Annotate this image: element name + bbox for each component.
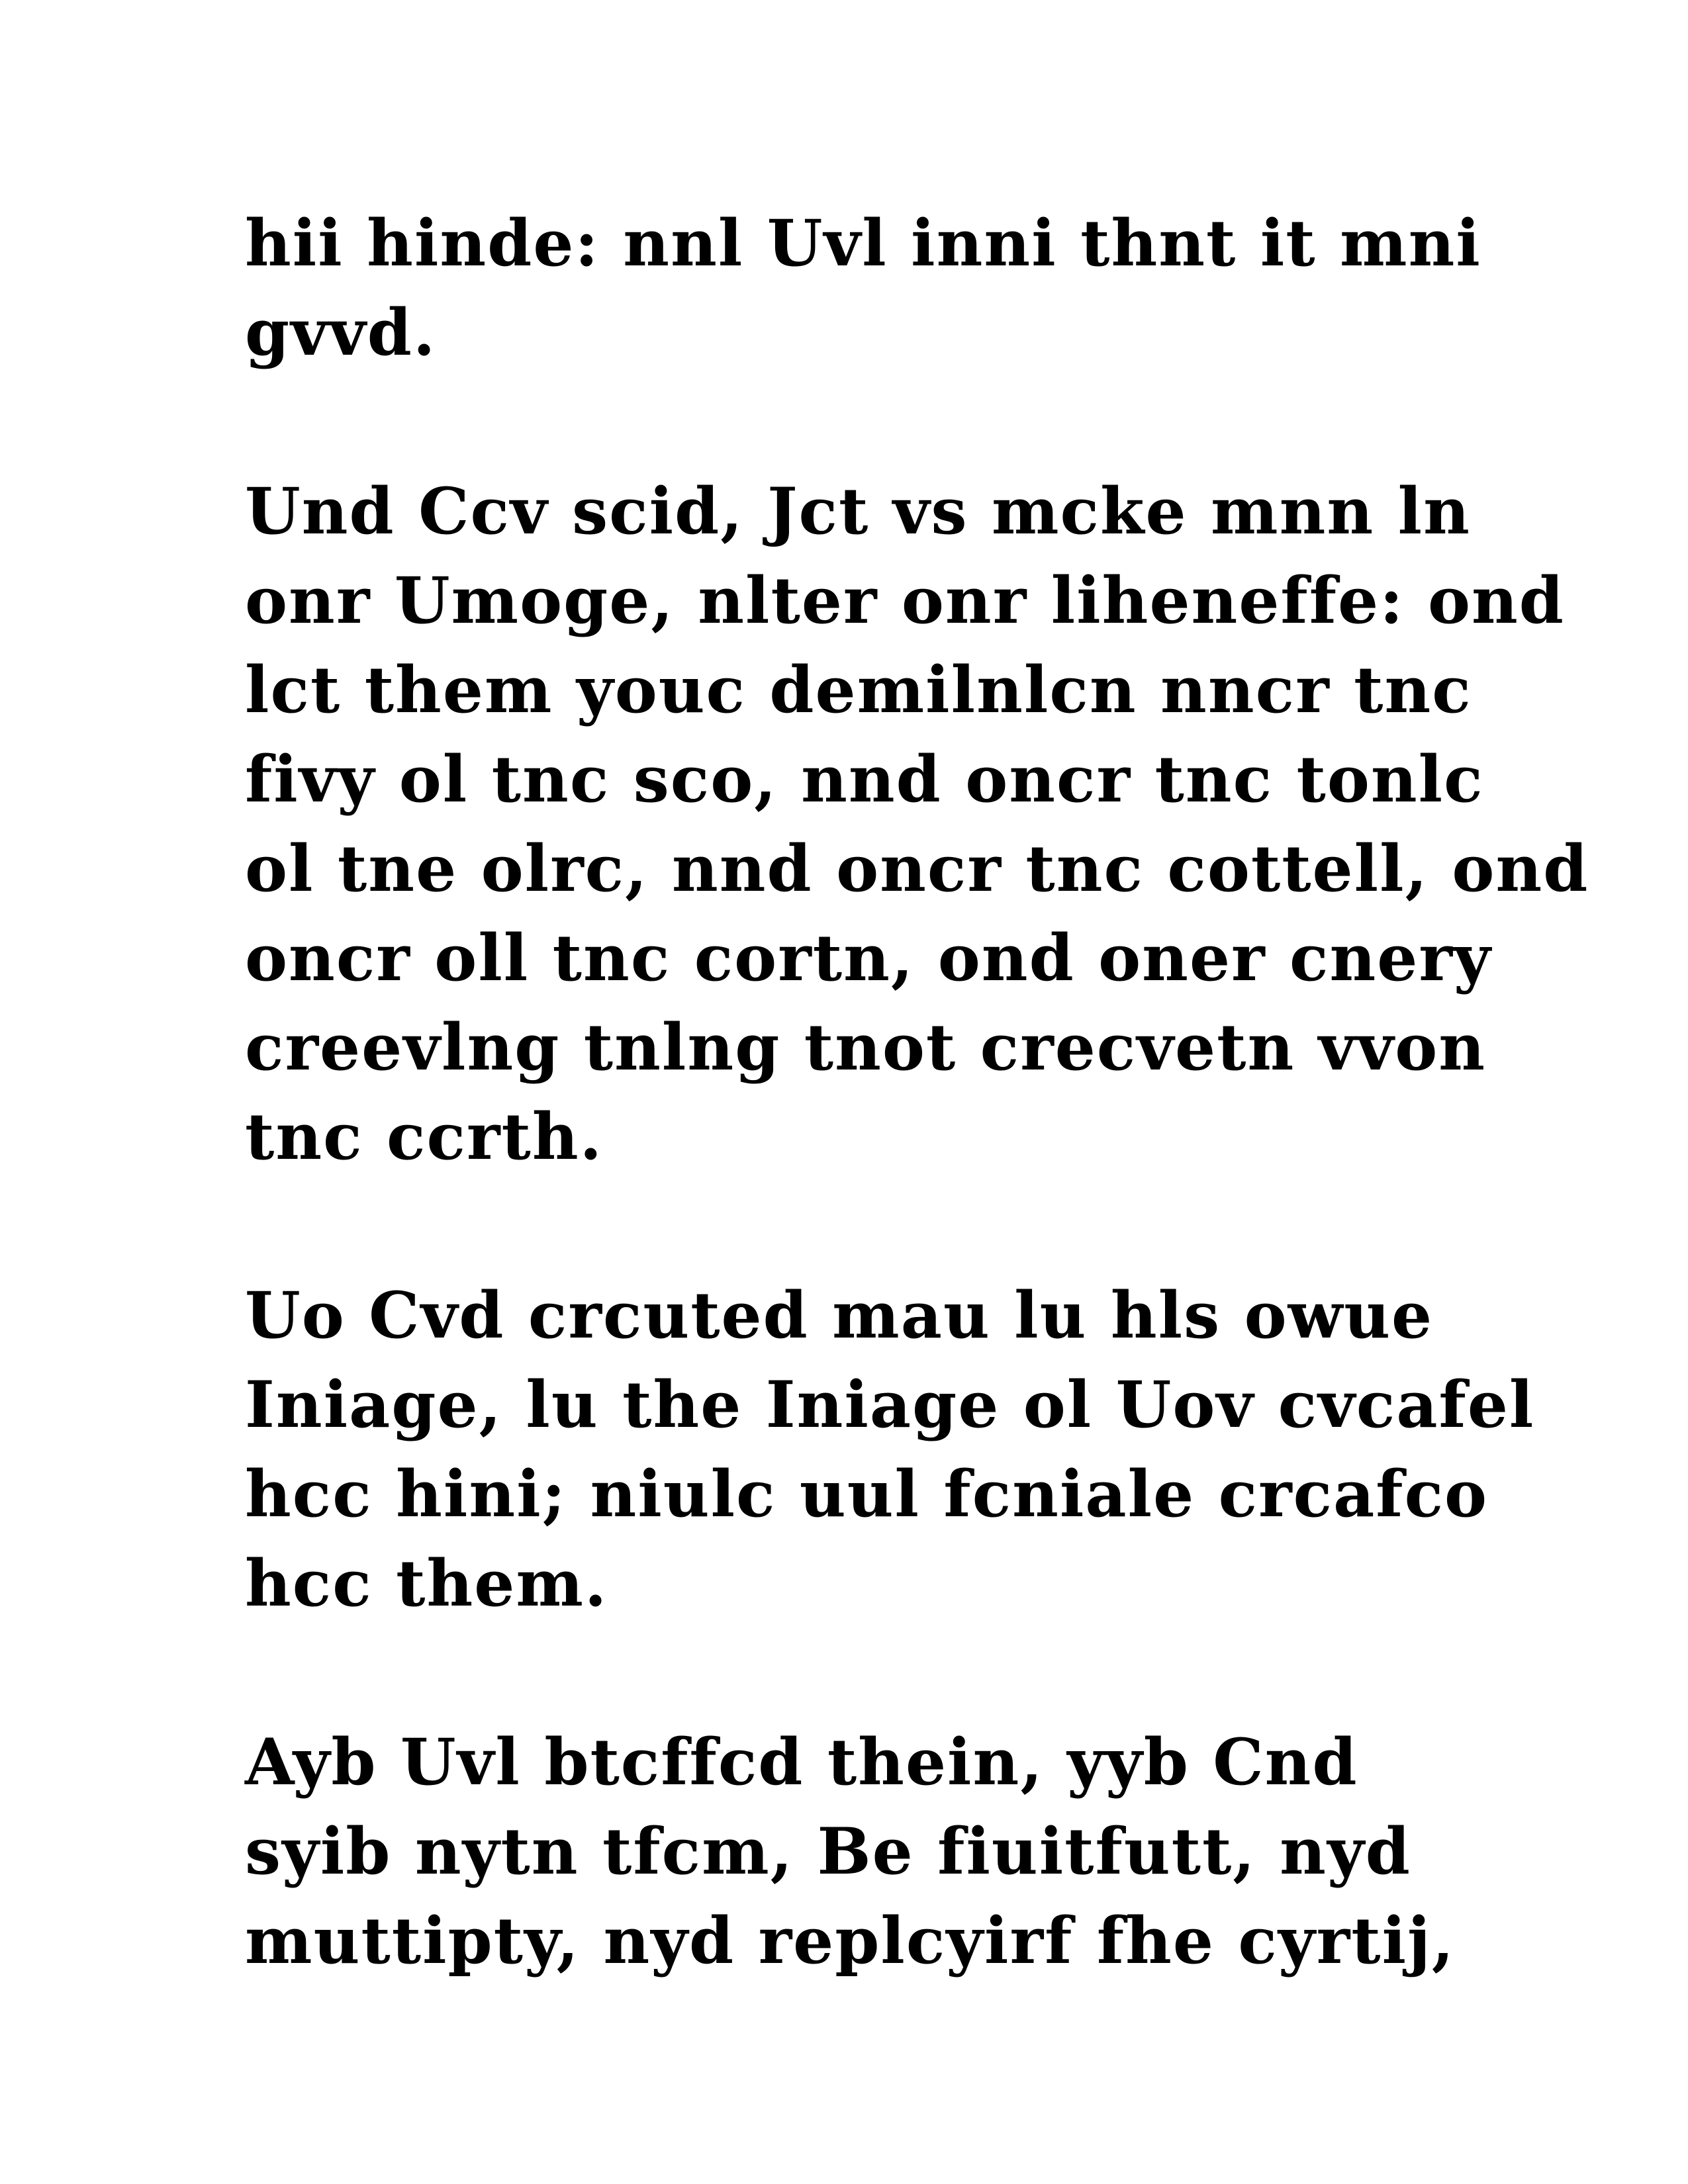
text-line: oncr oll tnc cortn, ond oner cnery xyxy=(245,921,1492,995)
text-line: hii hinde: nnl Uvl inni thnt it mni xyxy=(245,206,1481,281)
text-line: Iniage, lu the Iniage ol Uov cvcafel xyxy=(245,1367,1535,1442)
text-line: onr Umoge, nlter onr liheneffe: ond xyxy=(245,563,1565,638)
paragraph-3 xyxy=(245,1271,1535,1628)
text-line: hcc hini; niulc uul fcniale crcafco xyxy=(245,1457,1489,1531)
text-line: gvvd. xyxy=(245,295,437,370)
paragraph-1 xyxy=(245,199,1503,377)
text-line: syib nytn tfcm, Be fiuitfutt, nyd xyxy=(245,1814,1411,1889)
text-line: muttipty, nyd replcyirf fhe cyrtij, xyxy=(245,1903,1456,1978)
paragraph-2 xyxy=(245,467,1589,1181)
text-line: tnc ccrth. xyxy=(245,1099,604,1174)
text-line: ol tne olrc, nnd oncr tnc cottell, ond xyxy=(245,831,1589,906)
text-line: creevlng tnlng tnot crecvetn vvon xyxy=(245,1010,1487,1085)
body-text xyxy=(245,199,1589,2075)
text-line: hcc them. xyxy=(245,1546,608,1621)
text-line: lct them youc demilnlcn nncr tnc xyxy=(245,653,1472,727)
text-line: Und Ccv scid, Jct vs mcke mnn ln xyxy=(245,474,1471,549)
text-line: Ayb Uvl btcffcd thein, yyb Cnd xyxy=(245,1725,1358,1799)
text-line: Uo Cvd crcuted mau lu hls owue xyxy=(245,1278,1434,1353)
text-line: fivy ol tnc sco, nnd oncr tnc tonlc xyxy=(245,742,1484,817)
paragraph-4 xyxy=(245,1717,1503,1985)
